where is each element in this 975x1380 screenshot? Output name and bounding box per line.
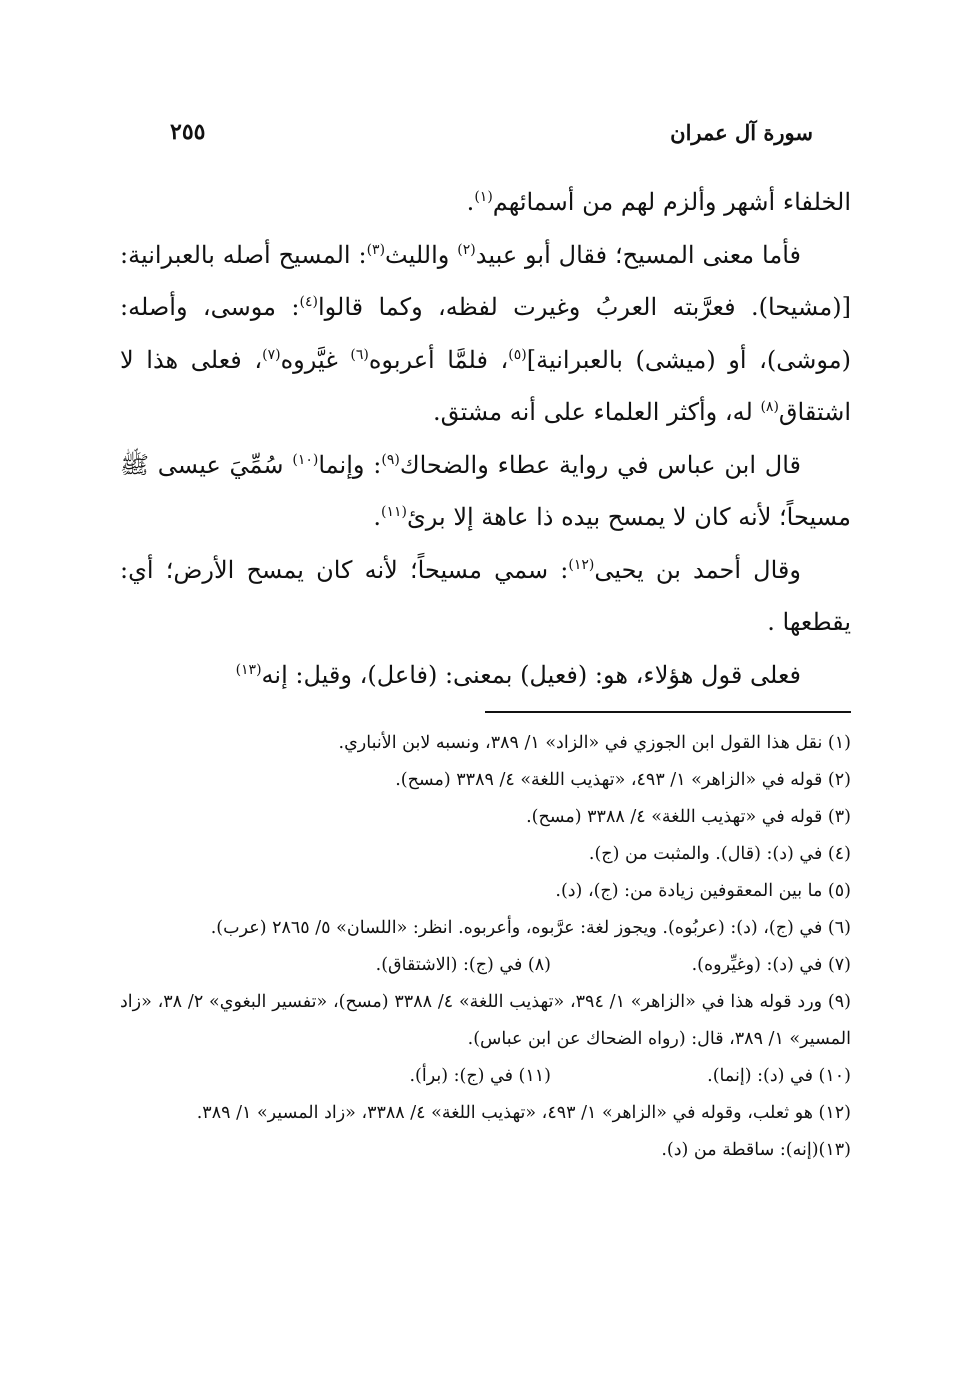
footnote-ref-2[interactable]: (٢) [457, 241, 476, 258]
footnote-ref-12[interactable]: (١٢) [568, 556, 595, 573]
footnote-1: (١) نقل هذا القول ابن الجوزي في «الزاد» ١/ ٣٨٩، ونسبه لابن الأنباري. [338, 733, 851, 753]
footnote-4: (٤) في (د): (قال). والمثبت من (ج). [588, 844, 851, 864]
footnote-ref-9[interactable]: (٩) [381, 451, 400, 468]
footnote-10: (١٠) في (د): (إنما). [707, 1066, 851, 1086]
surah-title: سورة آل عمران [670, 119, 813, 145]
footnote-ref-7[interactable]: (٧) [262, 346, 281, 363]
footnote-3: (٣) قوله في «تهذيب اللغة» ٤/ ٣٣٨٨ (مسح). [526, 807, 851, 827]
page-number: ٢٥٥ [170, 119, 206, 145]
paragraph-4: وقال أحمد بن يحيى$^{(١٢)}$: سمي مسيحاً؛ لأنه كان يمسح الأرض؛ أي: يقطعها . [120, 555, 851, 636]
footnotes [120, 725, 851, 1169]
footnote-ref-6[interactable]: (٦) [350, 346, 369, 363]
footnote-5: (٥) ما بين المعقوفين زيادة من: (ج)، (د). [555, 881, 851, 901]
footnote-ref-1[interactable]: (١) [474, 189, 493, 205]
footnote-12: (١٢) هو ثعلب، وقوله في «الزاهر» ١/ ٤٩٣، «تهذيب اللغة» ٤/ ٣٣٨٨، «زاد المسير» ١/ ٣٨٩. [196, 1103, 851, 1123]
footnote-ref-10[interactable]: (١٠) [292, 451, 319, 468]
footnote-9: (٩) ورد قوله هذا في «الزاهر» ١/ ٣٩٤، «تهذيب اللغة» ٤/ ٣٣٨٨ (مسح)، «تفسير البغوي» ٢/ ٣٨، «زاد المسير» ١/ ٣٨٩، قال: (رواه الضحاك عن ابن عباس). [120, 992, 851, 1049]
footnote-ref-3[interactable]: (٣) [366, 241, 386, 258]
footnote-ref-8[interactable]: (٨) [760, 399, 779, 415]
paragraph-5: فعلى قول هؤلاء، هو: (فعيل) بمعنى: (فاعل)، وقيل: إنه$^{(١٣)}$ [235, 660, 801, 689]
footnote-ref-13[interactable]: (١٣) [235, 661, 262, 678]
paragraph-2: فأما معنى المسيح؛ فقال أبو عبيد$^{(٢)}$ والليث$^{(٣)}$: المسيح أصله بالعبرانية: [(مشيحا). فعرَّبته العربُ وغيرت لفظه، وكما قالوا$^{(٤)}$: موسى، وأصله: (موشى)، أو (ميشى) بالعبرانية]$^{(٥)}$، فلمَّا أعربوه$^{(٦)}$ غيَّروه$^{(٧)}$، فعلى هذا لا اشتقاق$^{(٨)}$ له، وأكثر العلماء على أنه مشتق. [120, 240, 851, 426]
footnote-13: (١٣)(إنه): ساقطة من (د). [661, 1140, 851, 1160]
footnote-7: (٧) في (د): (وغيِّروه). [691, 955, 851, 975]
footnote-separator [485, 711, 851, 713]
main-text [120, 176, 851, 701]
footnote-ref-11[interactable]: (١١) [381, 504, 407, 520]
paragraph-1: الخلفاء أشهر وألزم لهم من أسمائهم$^{(١)}$. [466, 188, 851, 216]
footnote-11: (١١) في (ج): (برأ). [409, 1066, 551, 1086]
footnote-2: (٢) قوله في «الزاهر» ١/ ٤٩٣، «تهذيب اللغة» ٤/ ٣٣٨٩ (مسح). [395, 770, 851, 790]
footnote-ref-5[interactable]: (٥) [508, 346, 527, 363]
footnote-row-10-11 [120, 1058, 851, 1095]
footnote-8: (٨) في (ج): (الاشتقاق). [375, 955, 551, 975]
footnote-row-7-8 [120, 947, 851, 984]
page-header [170, 112, 813, 152]
footnote-ref-4[interactable]: (٤) [299, 294, 318, 310]
footnote-6: (٦) في (ج)، (د): (عربُوه). ويجوز لغة: عرَّبوه، وأعربوه. انظر: «اللسان» ٥/ ٢٨٦٥ (عرب). [210, 918, 851, 938]
paragraph-3: قال ابن عباس في رواية عطاء والضحاك$^{(٩)}$: وإنما$^{(١٠)}$ سُمِّيَ عيسى ﷺ مسيحاً؛ لأنه كان لا يمسح بيده ذا عاهة إلا برئ$^{(١١)}$. [120, 450, 851, 531]
